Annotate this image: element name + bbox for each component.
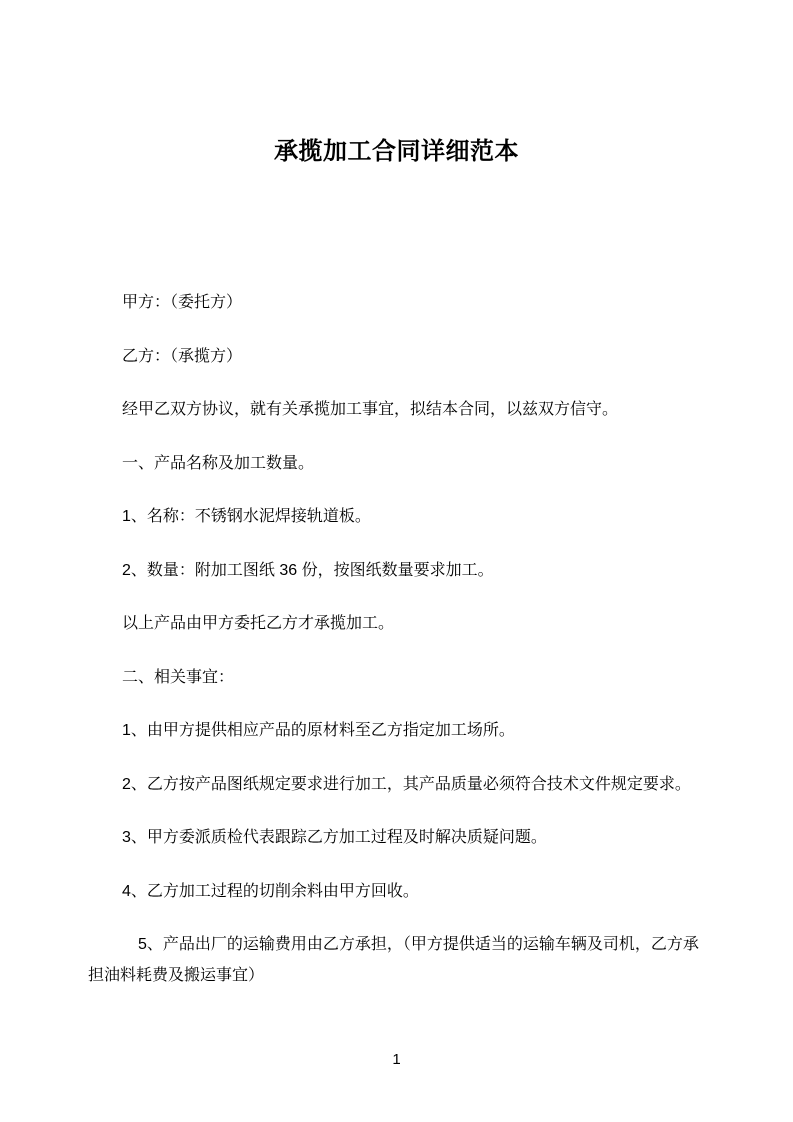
paragraph: 1、由甲方提供相应产品的原材料至乙方指定加工场所。 (122, 722, 515, 739)
paragraph: 2、数量：附加工图纸 36 份，按图纸数量要求加工。 (122, 561, 494, 579)
document-body (0, 287, 793, 991)
paragraph: 乙方：（承揽方） (122, 347, 243, 365)
paragraph: 5、产品出厂的运输费用由乙方承担，（甲方提供适当的运输车辆及司机，乙方承担油料耗费及搬运事宜） (88, 936, 699, 984)
paragraph: 1、名称：不锈钢水泥焊接轨道板。 (122, 508, 371, 525)
document-title: 承揽加工合同详细范本 (274, 138, 519, 165)
paragraph: 4、乙方加工过程的切削余料由甲方回收。 (122, 882, 419, 900)
paragraph: 一、产品名称及加工数量。 (122, 454, 315, 472)
paragraph: 以上产品由甲方委托乙方才承揽加工。 (122, 615, 395, 632)
paragraph: 甲方：（委托方） (122, 294, 243, 311)
paragraph: 经甲乙双方协议，就有关承揽加工事宜，拟结本合同，以兹双方信守。 (122, 401, 619, 418)
page-number: 1 (392, 1051, 401, 1068)
paragraph: 2、乙方按产品图纸规定要求进行加工，其产品质量必须符合技术文件规定要求。 (122, 775, 691, 793)
paragraph: 3、甲方委派质检代表跟踪乙方加工过程及时解决质疑问题。 (122, 829, 547, 846)
paragraph: 二、相关事宜： (122, 668, 235, 686)
